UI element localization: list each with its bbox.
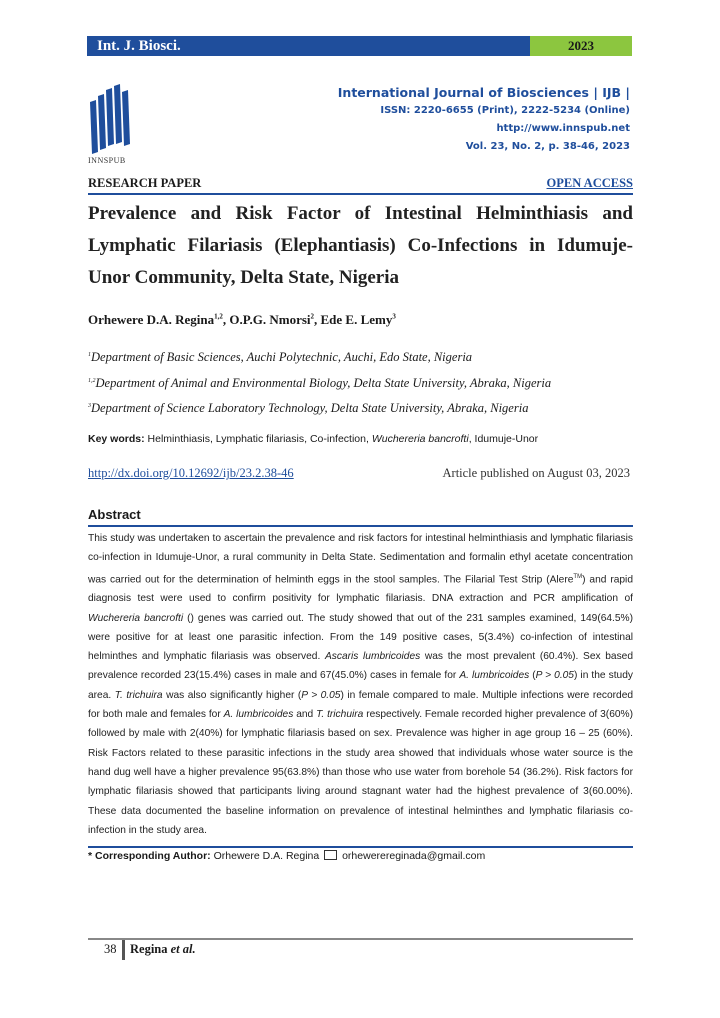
section-header xyxy=(88,176,633,192)
author-sup: 1,2 xyxy=(214,312,223,321)
corresponding-author xyxy=(88,850,485,862)
section-divider xyxy=(88,193,633,195)
open-access-link[interactable]: OPEN ACCESS xyxy=(546,176,633,190)
header-year: 2023 xyxy=(530,36,632,56)
running-header xyxy=(87,36,632,56)
journal-issn: ISSN: 2220-6655 (Print), 2222-5234 (Online) xyxy=(380,105,630,116)
corresponding-name: Orhewere D.A. Regina xyxy=(213,850,320,862)
author-sup: 2 xyxy=(310,312,315,321)
article-title: Prevalence and Risk Factor of Intestinal Helminthiasis and Lymphatic Filariasis (Elephantiasis) Co-Infections in Idumuje-Unor Community, Delta State, Nigeria xyxy=(88,203,633,288)
affiliation: $^1$Department of Basic Sciences, Auchi Polytechnic, Auchi, Edo State, Nigeria xyxy=(88,350,473,364)
author-name: Ede E. Lemy xyxy=(320,312,393,327)
logo-label: INNSPUB xyxy=(88,156,126,165)
journal-url[interactable]: http://www.innspub.net xyxy=(496,123,630,134)
abstract-top-rule xyxy=(88,525,633,527)
keywords: Key words: Helminthiasis, Lymphatic filariasis, Co-infection, Wuchereria bancrofti, Idumuje-Unor xyxy=(88,433,539,445)
keywords-label: Key words: xyxy=(88,433,145,445)
page-number: 38 xyxy=(104,942,117,956)
abstract-body: This study was undertaken to ascertain the prevalence and risk factors for intestinal helminthiasis and lymphatic filariasis co-infection in Idumuje-Unor, a rural community in Delta State. Sedimentation and formalin ethyl acetate concentration was carried out for the determination of helminth eggs in the stool samples. The Filarial Test Strip (Alere™) and rapid diagnosis test were used to confirm positivity for lymphatic filariasis. DNA extraction and PCR amplification of Wuchereria bancrofti () genes was carried out. The study showed that out of the 231 samples examined, 149(64.5%) were positive for at least one parasitic infection. From the 149 positive cases, 5(3.4%) co-infection of intestinal helminthes and lymphatic filariasis was observed. Ascaris lumbricoides was the most prevalent (60.4%). Sex based prevalence recorded 23(15.4%) cases in male and 67(45.0%) cases in female for A. lumbricoides (P > 0.05) in the study area. T. trichuira was also significantly higher (P > 0.05) in female compared to male. Multiple infections were recorded for both male and females for A. lumbricoides and T. trichuira respectively. Female recorded higher prevalence of 3(60%) followed by male with 2(40%) for lymphatic filariasis based on sex. Prevalence was higher in age group 16 – 25 (60%). Risk Factors related to these parasitic infections in the study area showed that individuals whose water source is the hand dug well have a higher prevalence 95(63.8%) than those who use water from borehole 54 (36.2%). Risk factors for lymphatic filariasis showed that participants living around stagnant water had the highest prevalence of 3(60.00%). These data documented the baseline information on prevalence of intestinal helminthes and lymphatic filariasis co-infection in the study area. xyxy=(88,533,634,836)
abstract-heading: Abstract xyxy=(88,507,141,522)
journal-title: International Journal of Biosciences | IJB | xyxy=(337,85,630,100)
journal-info xyxy=(338,84,630,156)
journal-short-title: Int. J. Biosci. xyxy=(87,36,530,56)
corresponding-label: * Corresponding Author: xyxy=(88,850,211,862)
journal-volume: Vol. 23, No. 2, p. 38-46, 2023 xyxy=(465,141,630,152)
footer-author: Regina et al. xyxy=(130,942,196,956)
author-name: O.P.G. Nmorsi xyxy=(229,312,311,327)
footer-separator xyxy=(122,940,125,960)
affiliation: $^3$Department of Science Laboratory Technology, Delta State University, Abraka, Nigeria xyxy=(88,401,529,415)
footer-rule xyxy=(88,938,633,940)
affiliation: $^{1,2}$Department of Animal and Environmental Biology, Delta State University, Abraka, Nigeria xyxy=(88,376,552,390)
author-name: Orhewere D.A. Regina xyxy=(88,312,215,327)
article-type: RESEARCH PAPER xyxy=(88,176,202,190)
author-sup: 3 xyxy=(392,312,396,321)
doi-link[interactable]: http://dx.doi.org/10.12692/ijb/23.2.38-46 xyxy=(88,466,294,480)
abstract-bottom-rule xyxy=(88,846,633,848)
author-list: Orhewere D.A. Regina$^{1,2}$, O.P.G. Nmorsi$^2$, Ede E. Lemy$^3$ xyxy=(88,312,396,327)
corresponding-email[interactable]: orhewerereginada@gmail.com xyxy=(342,850,486,862)
publication-date: Article published on August 03, 2023 xyxy=(442,466,630,480)
mail-icon xyxy=(324,850,337,860)
